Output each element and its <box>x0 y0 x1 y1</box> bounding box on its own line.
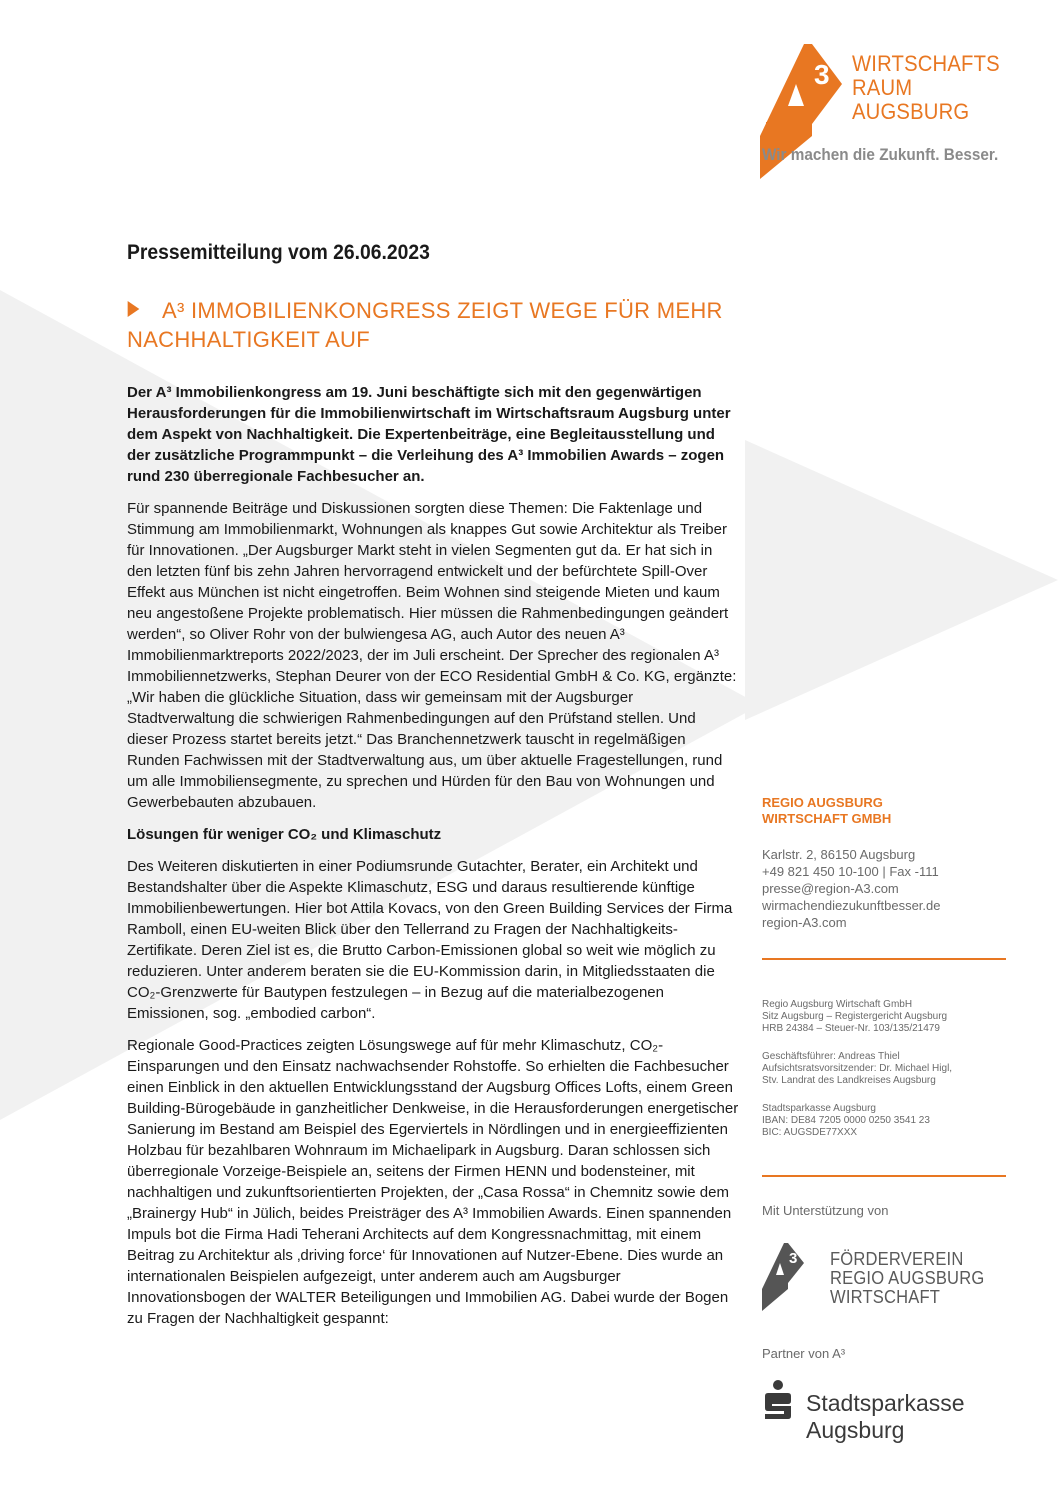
website-link[interactable]: wirmachendiezukunftbesser.de <box>762 898 941 913</box>
headline-text: A³ IMMOBILIENKONGRESS ZEIGT WEGE FÜR MEHR NACHHALTIGKEIT AUF <box>127 298 723 352</box>
svg-text:3: 3 <box>789 1250 798 1267</box>
divider <box>762 958 1006 960</box>
foerderverein-wordmark <box>830 1250 984 1307</box>
legal-line: HRB 24384 – Steuer-Nr. 103/135/21479 <box>762 1023 940 1034</box>
address: Karlstr. 2, 86150 Augsburg <box>762 847 916 862</box>
org-name-line: REGIO AUGSBURG <box>762 795 883 810</box>
legal-line: Regio Augsburg Wirtschaft GmbH <box>762 999 913 1010</box>
logo-wordmark <box>852 52 1000 124</box>
body-paragraph: Für spannende Beiträge und Diskussionen sorgten diese Themen: Die Faktenlage und Stimmung am Immobilienmarkt, Wohnungen als knappes Gut sowie Architektur als Treiber für Innovationen. „Der Augsburger Markt steht in vielen Segmenten gut da. Er hat sich in den letzten fünf bis zehn Jahren hervorragend entwickelt und der befürchtete Spill-Over Effekt aus München ist nicht eingetroffen. Beim Wohnen sind steigende Mieten und kaum neu angestoßene Projekte problematisch. Hier müssen die Rahmenbedingungen geändert werden“, so Oliver Rohr von der bulwiengesa AG, auch Autor des neuen A³ Immobilienmarktreports 2022/2023, der im Juli erscheint. Der Sprecher des regionalen A³ Immobiliennetzwerks, Stephan Deurer von der ECO Residential GmbH & Co. KG, ergänzte: „Wir haben die glückliche Situation, dass wir gemeinsam mit der Augsburger Stadtverwaltung die schwierigen Rahmenbedingungen auf den Prüfstand stellen. Und dieser Prozess startet bereits jetzt.“ Das Branchennetzwerk tauscht in regelmäßigen Runden Fachwissen mit der Stadtverwaltung aus, um über aktuelle Fragestellungen, rund um alle Immobiliensegmente, zu sprechen und Hürden für den Bau von Wohnungen und Gewerbebauten abzubauen. <box>127 500 737 811</box>
fv-line: FÖRDERVEREIN <box>830 1249 964 1269</box>
legal-line: BIC: AUGSDE77XXX <box>762 1127 858 1138</box>
sk-line: Stadtsparkasse <box>806 1390 965 1416</box>
slogan: Wir machen die Zukunft. Besser. <box>762 145 999 164</box>
fv-line: REGIO AUGSBURG <box>830 1268 985 1288</box>
press-headline <box>127 296 747 354</box>
legal-bank <box>762 1103 1012 1139</box>
sparkasse-logo-icon <box>762 1379 794 1419</box>
legal-line: Aufsichtsratsvorsitzender: Dr. Michael Higl, <box>762 1063 953 1074</box>
triangle-arrow-icon <box>128 301 140 317</box>
foerderverein-logo-icon <box>762 1243 822 1311</box>
org-name <box>762 795 1012 827</box>
contact-block <box>762 846 1012 931</box>
logo-line: WIRTSCHAFTS <box>852 51 1000 76</box>
fv-line: WIRTSCHAFT <box>830 1287 941 1307</box>
sparkasse-wordmark <box>806 1390 965 1444</box>
logo-line: AUGSBURG <box>852 99 970 124</box>
svg-text:3: 3 <box>814 59 830 90</box>
website-link[interactable]: region-A3.com <box>762 915 847 930</box>
logo-line: RAUM <box>852 75 913 100</box>
legal-company <box>762 999 1012 1035</box>
press-date-title: Pressemitteilung vom 26.06.2023 <box>127 241 430 264</box>
body-paragraph: Regionale Good-Practices zeigten Lösungswege auf für mehr Klimaschutz, CO₂-Einsparungen und den Einsatz nachwachsender Rohstoffe. So erhielten die Fachbesucher einen Einblick in den aktuellen Entwicklungsstand der Augsburg Offices Lofts, einem Green Building-Bürogebäude in ganzheitlicher Denkweise, in die Herausforderungen energetischer Sanierung im Bestand am Beispiel des Egerviertels in Nördlingen und in energieeffizienten Holzbau für bezahlbaren Wohnraum im Michaelipark in Augsburg. Daran schlossen sich überregionale Vorzeige-Beispiele an, seitens der Firmen HENN und bodensteiner, mit nachhaltigen und zukunftsorientierten Projekten, der „Casa Rossa“ in Chemnitz sowie dem „Brainergy Hub“ in Jülich, beides Preisträger des A³ Immobilien Awards. Einen spannenden Impuls bot die Firma Hadi Teherani Architects auf dem Kongressnachmittag, mit einem Beitrag zu Architektur als ‚driving force‘ für Innovationen auf Nutzer-Ebene. Dies wurde an internationalen Beispielen aufgezeigt, unter anderem auch am Augsburger Innovationsbogen der WALTER Beteiligungen und Immobilien AG. Dabei wurde der Bogen zu Fragen der Nachhaltigkeit gespannt: <box>127 1037 739 1327</box>
section-subheading: Lösungen für weniger CO₂ und Klimaschutz <box>127 826 442 843</box>
phone: +49 821 450 10-100 | Fax -111 <box>762 864 939 879</box>
legal-line: IBAN: DE84 7205 0000 0250 3541 23 <box>762 1115 930 1126</box>
legal-line: Geschäftsführer: Andreas Thiel <box>762 1051 900 1062</box>
legal-management <box>762 1051 1012 1087</box>
divider <box>762 1175 1006 1177</box>
body-paragraph: Des Weiteren diskutierten in einer Podiumsrunde Gutachter, Berater, ein Architekt und Bestandshalter über die Aspekte Klimaschutz, ESG und daraus resultierende künftige Immobilienbewertungen. Hier bot Attila Kovacs, von den Green Building Services der Firma Ramboll, einen EU-weiten Blick über den Tellerrand zu Fragen der Nachhaltigkeits-Zertifikate. Deren Ziel ist es, die Brutto Carbon-Emissionen global so weit wie möglich zu reduzieren. Unter anderem beraten sie die EU-Kommission darin, in Mitgliedsstaaten die CO₂-Grenzwerte für Bautypen festzulegen – in Bezug auf die materialbezogenen Emissionen, sog. „embodied carbon“. <box>127 858 733 1022</box>
legal-line: Sitz Augsburg – Registergericht Augsburg <box>762 1011 948 1022</box>
lead-paragraph: Der A³ Immobilienkongress am 19. Juni beschäftigte sich mit den gegenwärtigen Herausforderungen für die Immobilienwirtschaft im Wirtschaftsraum Augsburg unter dem Aspekt von Nachhaltigkeit. Die Expertenbeiträge, eine Begleitausstellung und der zusätzliche Programmpunkt – die Verleihung des A³ Immobilien Awards – zogen rund 230 überregionale Fachbesucher an. <box>127 384 731 485</box>
org-name-line: WIRTSCHAFT GMBH <box>762 811 892 826</box>
article-body <box>127 382 739 1340</box>
support-label: Mit Unterstützung von <box>762 1203 889 1218</box>
legal-line: Stadtsparkasse Augsburg <box>762 1103 876 1114</box>
email-link[interactable]: presse@region-A3.com <box>762 881 899 896</box>
partner-label: Partner von A³ <box>762 1346 846 1361</box>
legal-line: Stv. Landrat des Landkreises Augsburg <box>762 1075 936 1086</box>
sk-line: Augsburg <box>806 1417 905 1443</box>
